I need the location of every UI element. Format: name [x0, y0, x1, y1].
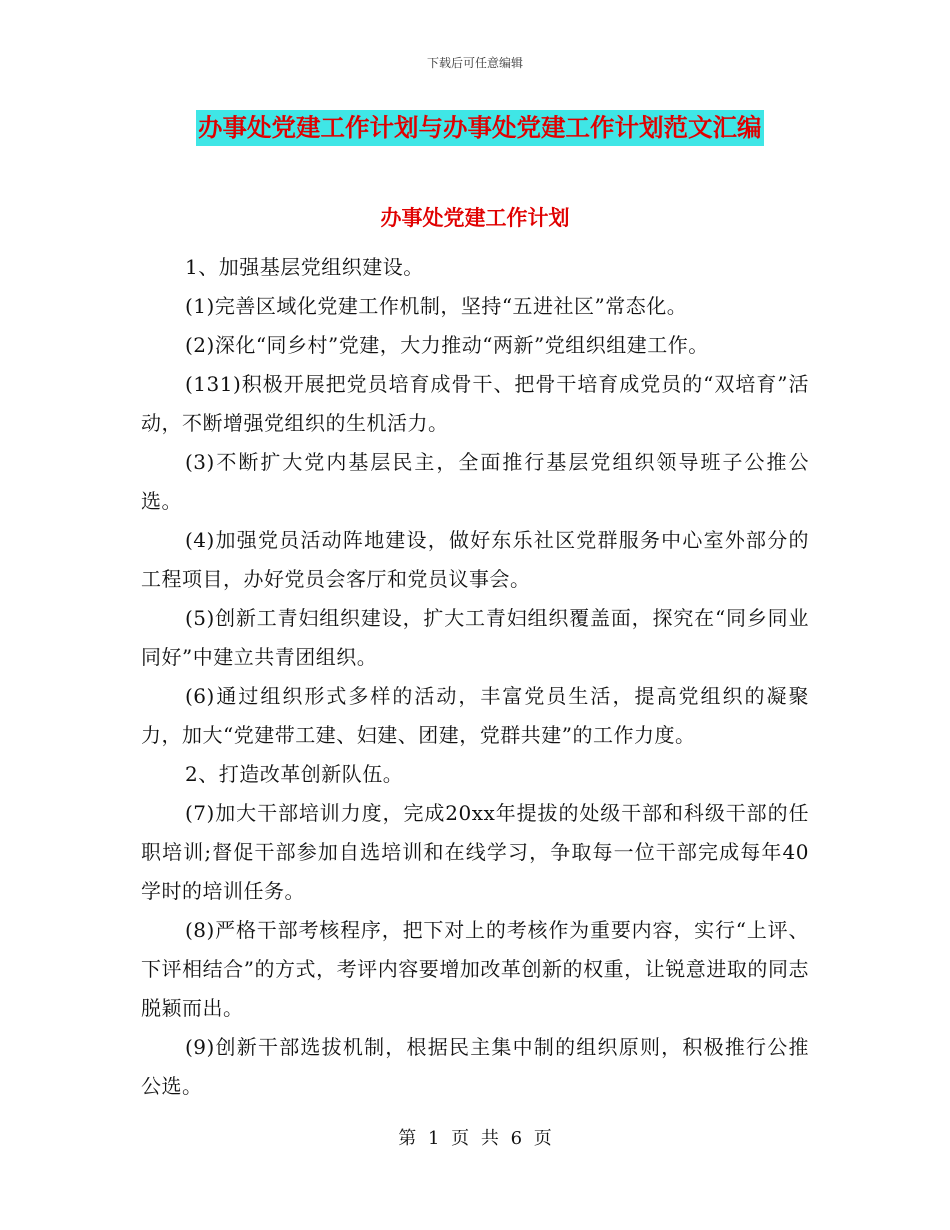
header-note: 下载后可任意编辑 — [426, 56, 523, 70]
paragraph: (1)完善区域化党建工作机制，坚持“五进社区”常态化。 — [185, 294, 688, 318]
paragraph: (9)创新干部选拔机制，根据民主集中制的组织原则，积极推行公推公选。 — [141, 1035, 809, 1098]
paragraph: (6)通过组织形式多样的活动，丰富党员生活，提高党组织的凝聚力，加大“党建带工建、妇建、团建，党群共建”的工作力度。 — [141, 684, 809, 747]
paragraph: 2、打造改革创新队伍。 — [185, 762, 404, 786]
paragraph: (4)加强党员活动阵地建设，做好东乐社区党群服务中心室外部分的工程项目，办好党员会客厅和党员议事会。 — [141, 528, 809, 591]
paragraph: (3)不断扩大党内基层民主，全面推行基层党组织领导班子公推公选。 — [141, 450, 809, 513]
paragraph: (131)积极开展把党员培育成骨干、把骨干培育成党员的“双培育”活动，不断增强党组织的生机活力。 — [141, 372, 809, 435]
paragraph: (7)加大干部培训力度，完成20xx年提拔的处级干部和科级干部的任职培训;督促干部参加自选培训和在线学习，争取每一位干部完成每年40学时的培训任务。 — [141, 801, 809, 903]
page-number-footer: 第 1 页 共 6 页 — [398, 1128, 552, 1149]
paragraph: (2)深化“同乡村”党建，大力推动“两新”党组织组建工作。 — [185, 333, 709, 357]
paragraph: (5)创新工青妇组织建设，扩大工青妇组织覆盖面，探究在“同乡同业同好”中建立共青团组织。 — [141, 606, 809, 669]
section-title: 办事处党建工作计划 — [380, 206, 570, 230]
document-body — [141, 248, 809, 1106]
document-main-title: 办事处党建工作计划与办事处党建工作计划范文汇编 — [196, 110, 764, 146]
paragraph: (8)严格干部考核程序，把下对上的考核作为重要内容，实行“上评、下评相结合”的方式，考评内容要增加改革创新的权重，让锐意进取的同志脱颖而出。 — [141, 918, 809, 1020]
paragraph: 1、加强基层党组织建设。 — [185, 255, 424, 279]
